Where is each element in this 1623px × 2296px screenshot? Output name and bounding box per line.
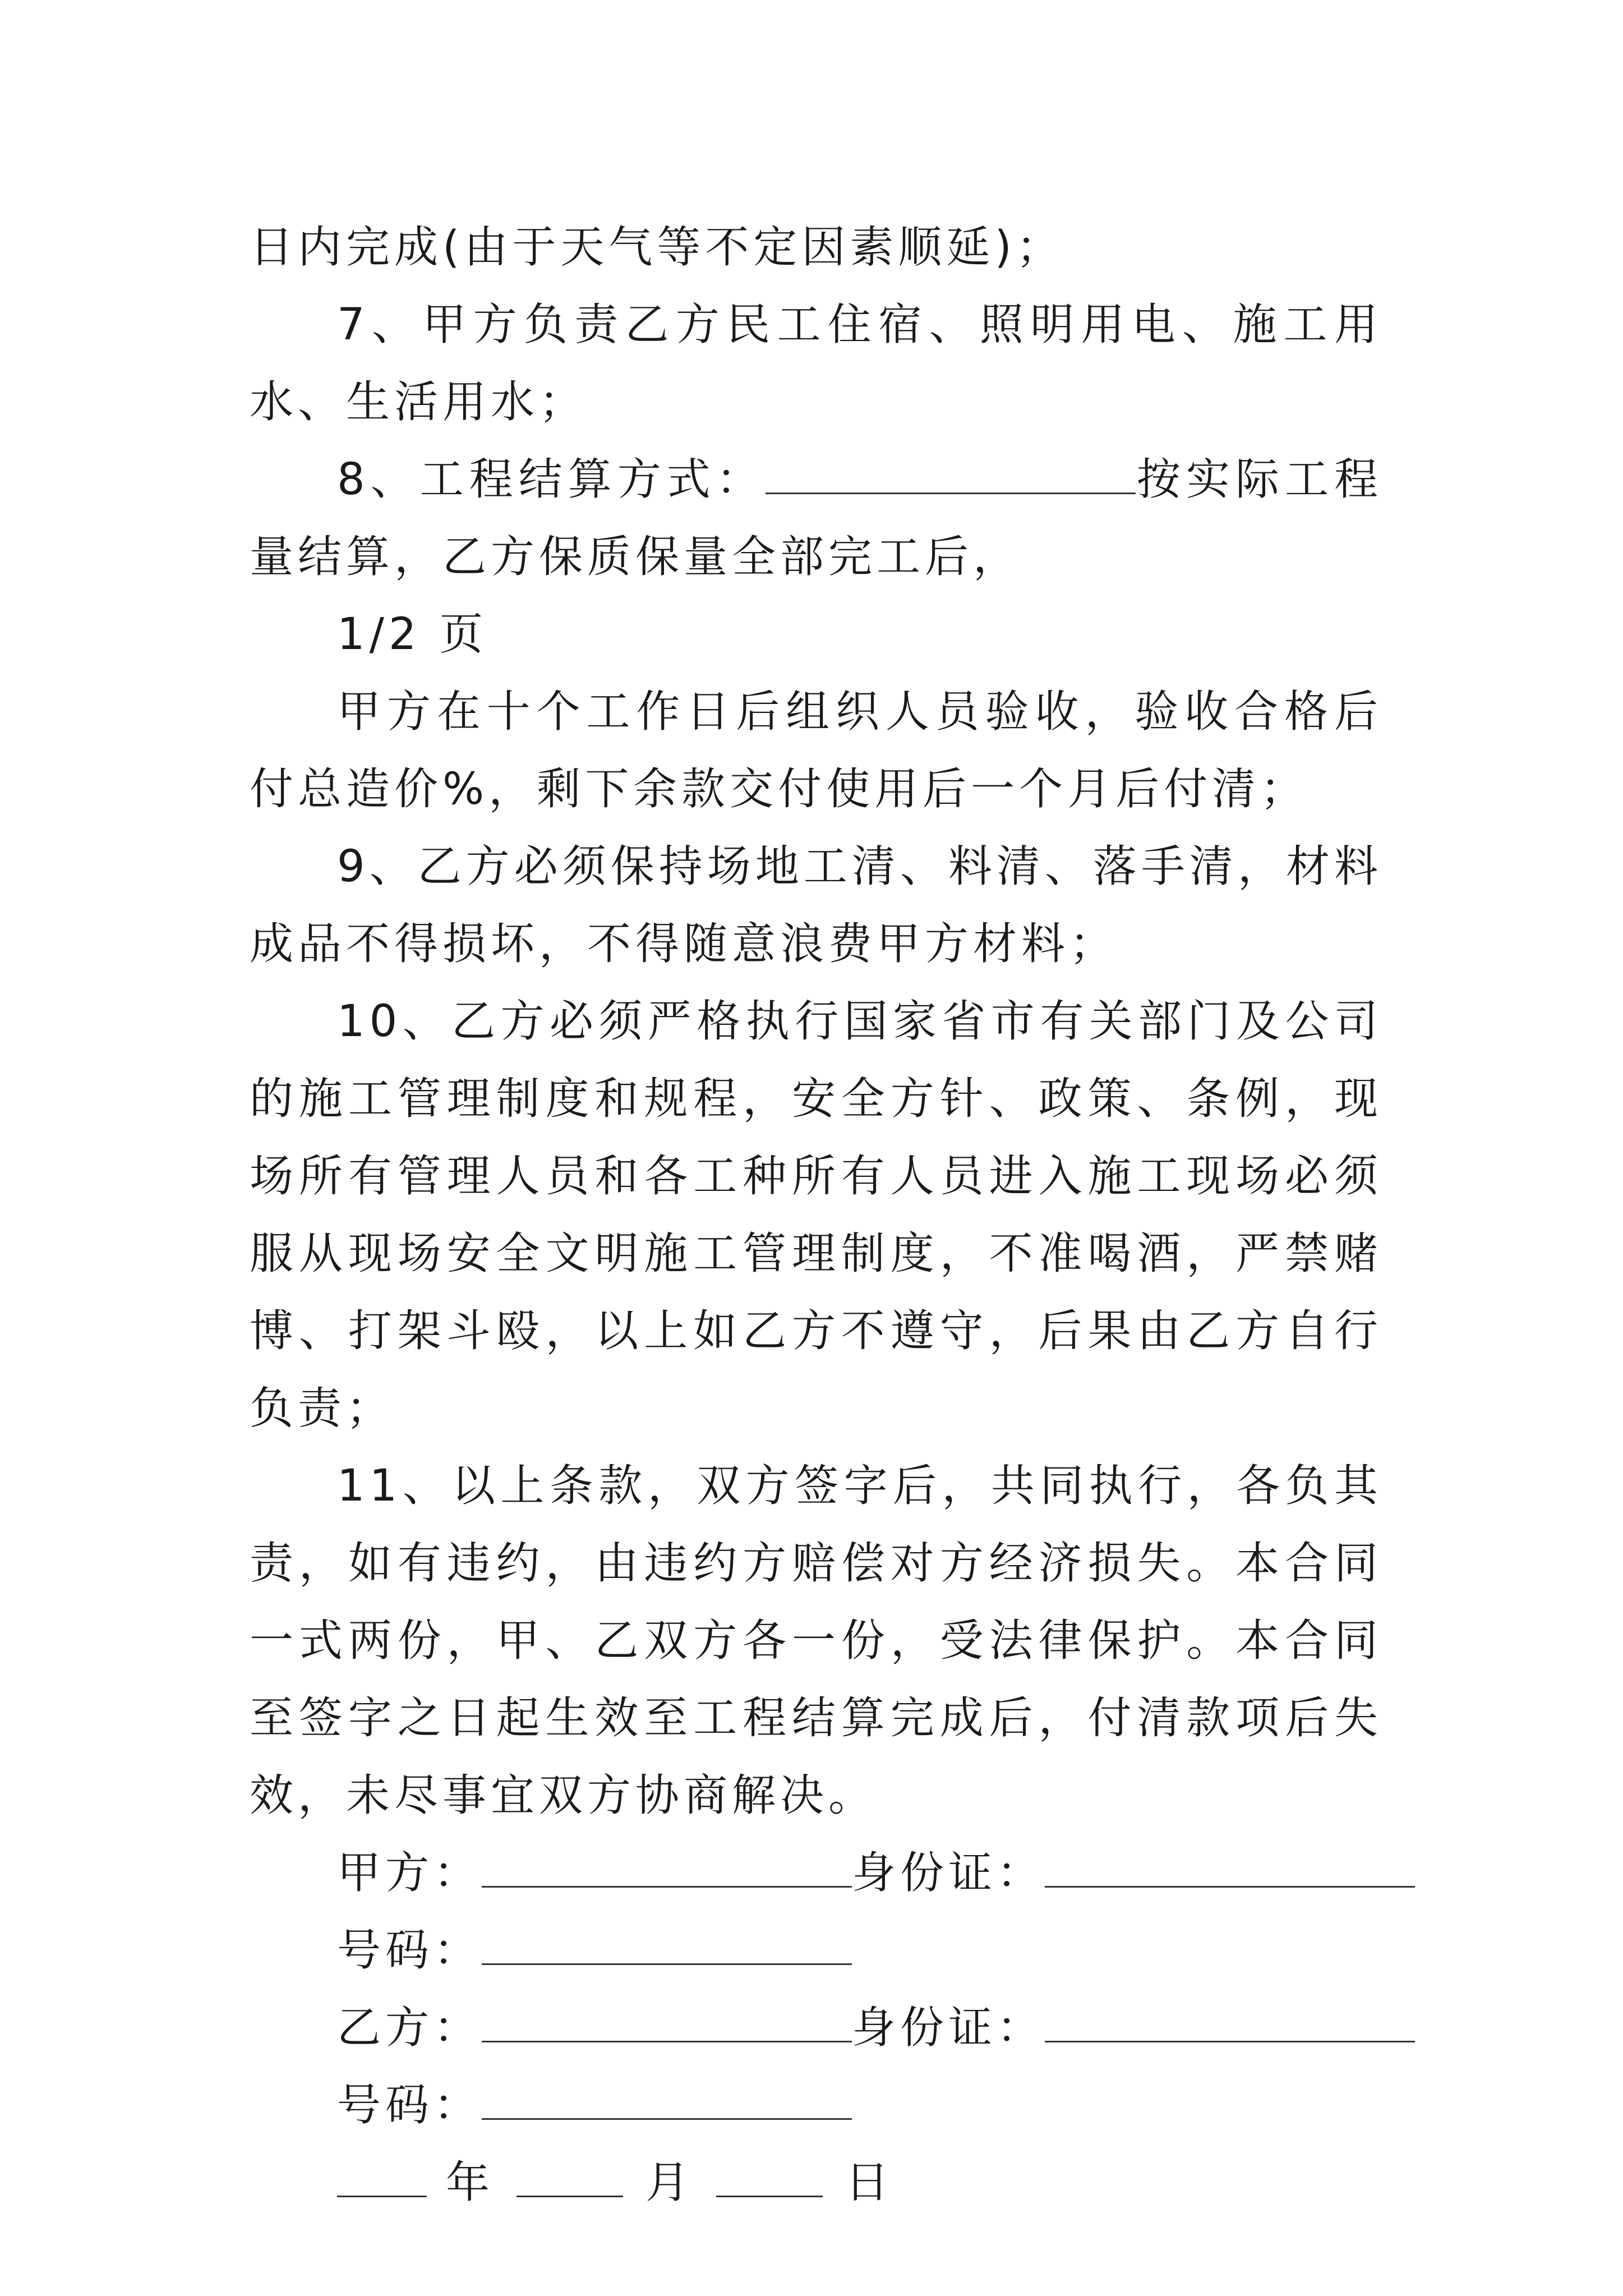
paragraph-clause-8-continued: 甲方在十个工作日后组织人员验收，验收合格后付总造价%，剩下余款交付使用后一个月后付清； — [250, 687, 1382, 815]
party-b-number-blank[interactable] — [482, 2083, 852, 2120]
year-blank[interactable] — [337, 2161, 427, 2197]
party-a-number-blank[interactable] — [482, 1929, 852, 1965]
date-row — [250, 2144, 1382, 2221]
month-blank[interactable] — [517, 2161, 623, 2197]
party-b-id-blank[interactable] — [1045, 2006, 1415, 2042]
contract-body — [250, 209, 1382, 2221]
paragraph-continuation: 日内完成(由于天气等不定因素顺延)； — [250, 222, 1064, 273]
month-label: 月 — [645, 2157, 694, 2208]
party-b-number-label: 号码： — [337, 2080, 482, 2131]
paragraph-clause-9: 9、乙方必须保持场地工清、料清、落手清，材料成品不得损坏，不得随意浪费甲方材料； — [250, 841, 1382, 969]
party-b-row — [250, 1989, 1382, 2067]
paragraph-clause-10: 10、乙方必须严格执行国家省市有关部门及公司的施工管理制度和规程，安全方针、政策、条例，现场所有管理人员和各工种所有人员进入施工现场必须服从现场安全文明施工管理制度，不准喝酒，严禁赌博、打架斗殴，以上如乙方不遵守，后果由乙方自行负责； — [250, 996, 1382, 1434]
day-label: 日 — [845, 2157, 894, 2208]
party-a-blank[interactable] — [482, 1851, 852, 1888]
party-b-label: 乙方： — [337, 2003, 482, 2053]
party-b-blank[interactable] — [482, 2006, 852, 2042]
party-a-number-label: 号码： — [337, 1925, 482, 1976]
party-b-number-row — [250, 2067, 1382, 2144]
settlement-method-blank[interactable] — [766, 458, 1136, 494]
party-a-row — [250, 1834, 1382, 1912]
party-b-id-label: 身份证： — [852, 2003, 1045, 2053]
paragraph-clause-8 — [250, 441, 1382, 596]
day-blank[interactable] — [716, 2161, 823, 2197]
party-a-id-blank[interactable] — [1045, 1851, 1415, 1888]
clause-8-suffix: 按实际工程量结算，乙方保质保量全部完工后， — [250, 454, 1382, 582]
party-a-label: 甲方： — [337, 1848, 482, 1898]
clause-8-prefix: 8、工程结算方式： — [337, 454, 766, 505]
paragraph-clause-7: 7、甲方负责乙方民工住宿、照明用电、施工用水、生活用水； — [250, 300, 1382, 427]
year-label: 年 — [446, 2157, 495, 2208]
party-a-id-label: 身份证： — [852, 1848, 1045, 1898]
page-marker: 1/2 页 — [337, 609, 488, 660]
party-a-number-row — [250, 1912, 1382, 1989]
paragraph-clause-11: 11、以上条款，双方签字后，共同执行，各负其责，如有违约，由违约方赔偿对方经济损失。本合同一式两份，甲、乙双方各一份，受法律保护。本合同至签字之日起生效至工程结算完成后，付清款项后失效，未尽事宜双方协商解决。 — [250, 1461, 1382, 1821]
